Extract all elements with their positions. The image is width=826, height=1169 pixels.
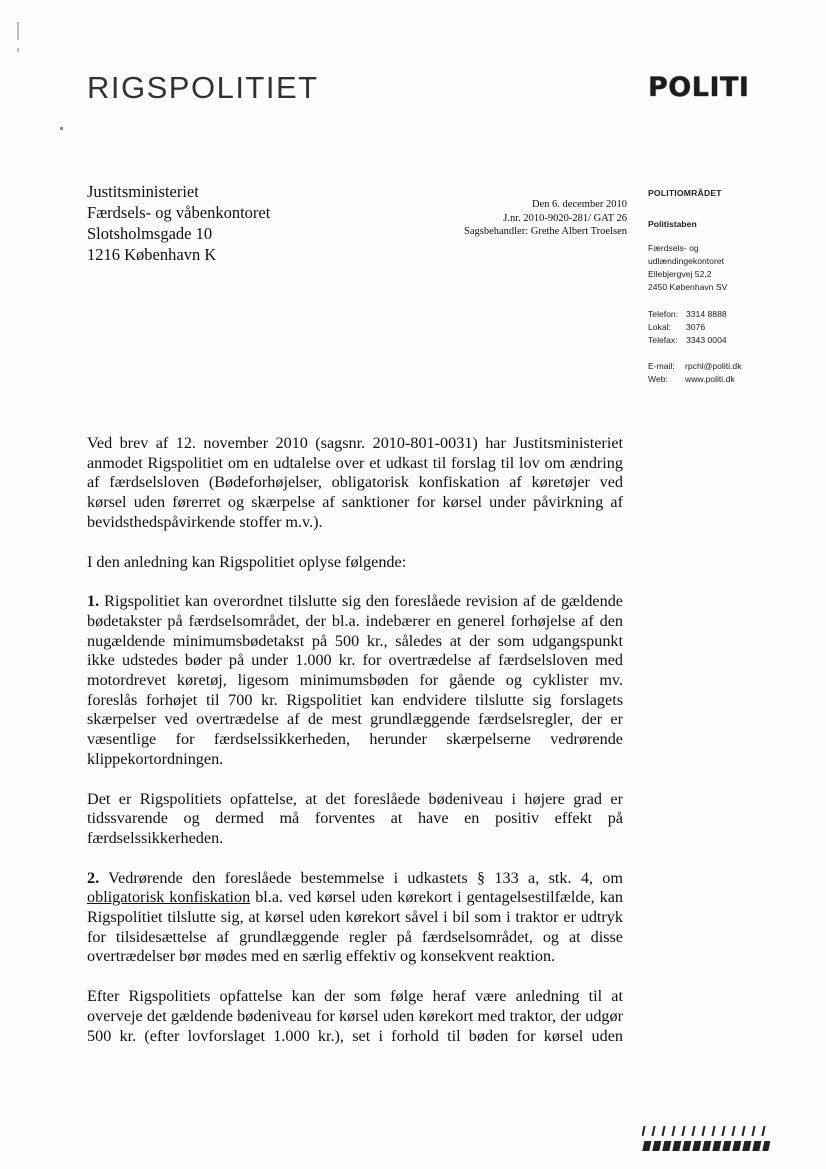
paragraph-line: Ved brev af 12. november 2010 (sagsnr. 2010-801-0031) har Justitsministeriet [87,434,623,452]
letter-body [87,434,623,1066]
recipient-line: Slotsholmsgade 10 [87,224,213,243]
paragraph-line-text: bl.a. ved kørsel uden kørekort i gentagelsestilfælde, kan [250,888,624,907]
paragraph-line: motordrevet køretøj, ligesom minimumsbøden for gående og cyklister mv. [87,671,623,690]
underlined-term: obligatorisk konfiskation [87,888,251,907]
recipient-line: 1216 København K [87,245,217,264]
paragraph-line: klippekortordningen. [87,749,224,768]
letter-date: Den 6. december 2010 [531,199,627,210]
paragraph-line-text: Rigspolitiet kan overordnet tilslutte sig den foreslåede revision af de gældende [99,592,623,611]
paragraph-line: Efter Rigspolitiets opfattelse kan der som følge heraf være anledning til at [87,987,623,1006]
paragraph-line: bødetakster på færdselsområdet, der bl.a. indebærer en generel forhøjelse af den [87,611,623,630]
fax-label: Telefax: [648,335,678,345]
address-line: 2450 København SV [648,282,728,292]
email-row [648,360,798,373]
paragraph-line: skærpelser ved overtrædelse af de mest grundlæggende færdselsregler, der er [87,710,623,729]
email-label: E-mail: [648,361,675,371]
paragraph-line [87,592,623,612]
paragraph-line: nugældende minimumsbødetakst på 500 kr., således at der som udgangspunkt [87,631,623,650]
paragraph-opinion [87,790,623,849]
paragraph-line [87,869,623,889]
paragraph-line: Det er Rigspolitiets opfattelse, at det foreslåede bødeniveau i højere grad er [87,789,623,808]
web-value: www.politi.dk [685,374,735,384]
paragraph-line: for tilsidesættelse af grundlæggende regler på færdselsområdet, og at disse [87,927,623,946]
sender-sidebar [648,187,798,386]
paragraph-line: færdselssikkerheden. [87,828,224,847]
paragraph-line: foreslås forhøjet til 700 kr. Rigspolitiet kan endvidere tilslutte sig forslagets [87,690,623,709]
paragraph-line: overtrædelser bør mødes med en særlig effektiv og konsekvent reaktion. [87,947,556,966]
scan-mark [17,48,19,52]
fax-value: 3343 0004 [686,335,727,345]
paragraph-line: I den anledning kan Rigspolitiet oplyse følgende: [87,552,407,571]
paragraph-closing [87,987,623,1046]
scan-mark [60,127,63,130]
paragraph-point-1 [87,592,623,769]
sidebar-online [648,360,798,386]
paragraph-lead-in [87,553,623,573]
paragraph-line: anmodet Rigspolitiet om en udtalelse over et udkast til forslag til lov om ændring [87,453,623,472]
web-row [648,373,798,386]
paragraph-line: af færdselsloven (Bødeforhøjelser, obligatorisk konfiskation af køretøjer ved [87,473,623,492]
fax-row [648,334,798,347]
case-officer: Sagsbehandler: Grethe Albert Troelsen [463,226,627,237]
paragraph-line: 500 kr. (efter lovforslaget 1.000 kr.), set i forhold til bøden for kørsel uden [87,1026,623,1045]
recipient-line: Justitsministeriet [87,182,199,201]
paragraph-intro [87,434,623,533]
paragraph-line: ikke udstedes bøder på under 1.000 kr. for overtrædelse af færdselsloven med [87,651,623,670]
paragraph-point-2 [87,869,623,968]
recipient-line: Færdsels- og våbenkontoret [87,203,271,222]
local-row [648,321,798,334]
paragraph-line-text: Vedrørende den foreslåede bestemmelse i udkastets § 133 a, stk. 4, om [99,868,623,887]
web-label: Web: [648,374,668,384]
sidebar-title: POLITIOMRÅDET [648,188,722,198]
sidebar-unit: Politistaben [648,219,697,229]
local-label: Lokal: [648,322,671,332]
letter-meta [430,198,627,239]
scan-mark [17,22,19,40]
paragraph-line: Rigspolitiet tilslutte sig, at kørsel uden kørekort såvel i bil som i traktor er udtryk [87,908,623,927]
email-value: rpchl@politi.dk [685,361,742,371]
paragraph-line: kørsel uden førerret og skærpelse af sanktioner for kørsel under påvirkning af [87,493,623,512]
point-number: 1. [87,592,100,611]
organization-name: RIGSPOLITIET [87,70,319,105]
address-line: Ellebjergvej 52,2 [648,269,712,279]
phone-value: 3314 8888 [686,309,727,319]
sidebar-address [648,242,798,294]
address-line: Færdsels- og [648,243,699,253]
phone-row [648,308,798,321]
paragraph-line: bevidsthedspåvirkende stoffer m.v.). [87,512,323,531]
sidebar-contact [648,308,798,347]
paragraph-line: væsentlige for færdselssikkerheden, herunder skærpelserne vedrørende [87,730,623,749]
document-barcode [642,1124,772,1154]
paragraph-line: overveje det gældende bødeniveau for kørsel uden kørekort med traktor, der udgør [87,1006,623,1025]
paragraph-line [87,888,623,908]
politi-logo: POLITI [648,72,750,103]
local-value: 3076 [686,322,706,332]
address-line: udlændingekontoret [648,256,724,266]
point-number: 2. [87,868,100,887]
phone-label: Telefon: [648,309,679,319]
journal-number: J.nr. 2010-9020-281/ GAT 26 [503,212,627,224]
recipient-address [87,181,270,265]
paragraph-line: tidssvarende og dermed må forventes at have en positiv effekt på [87,809,623,828]
